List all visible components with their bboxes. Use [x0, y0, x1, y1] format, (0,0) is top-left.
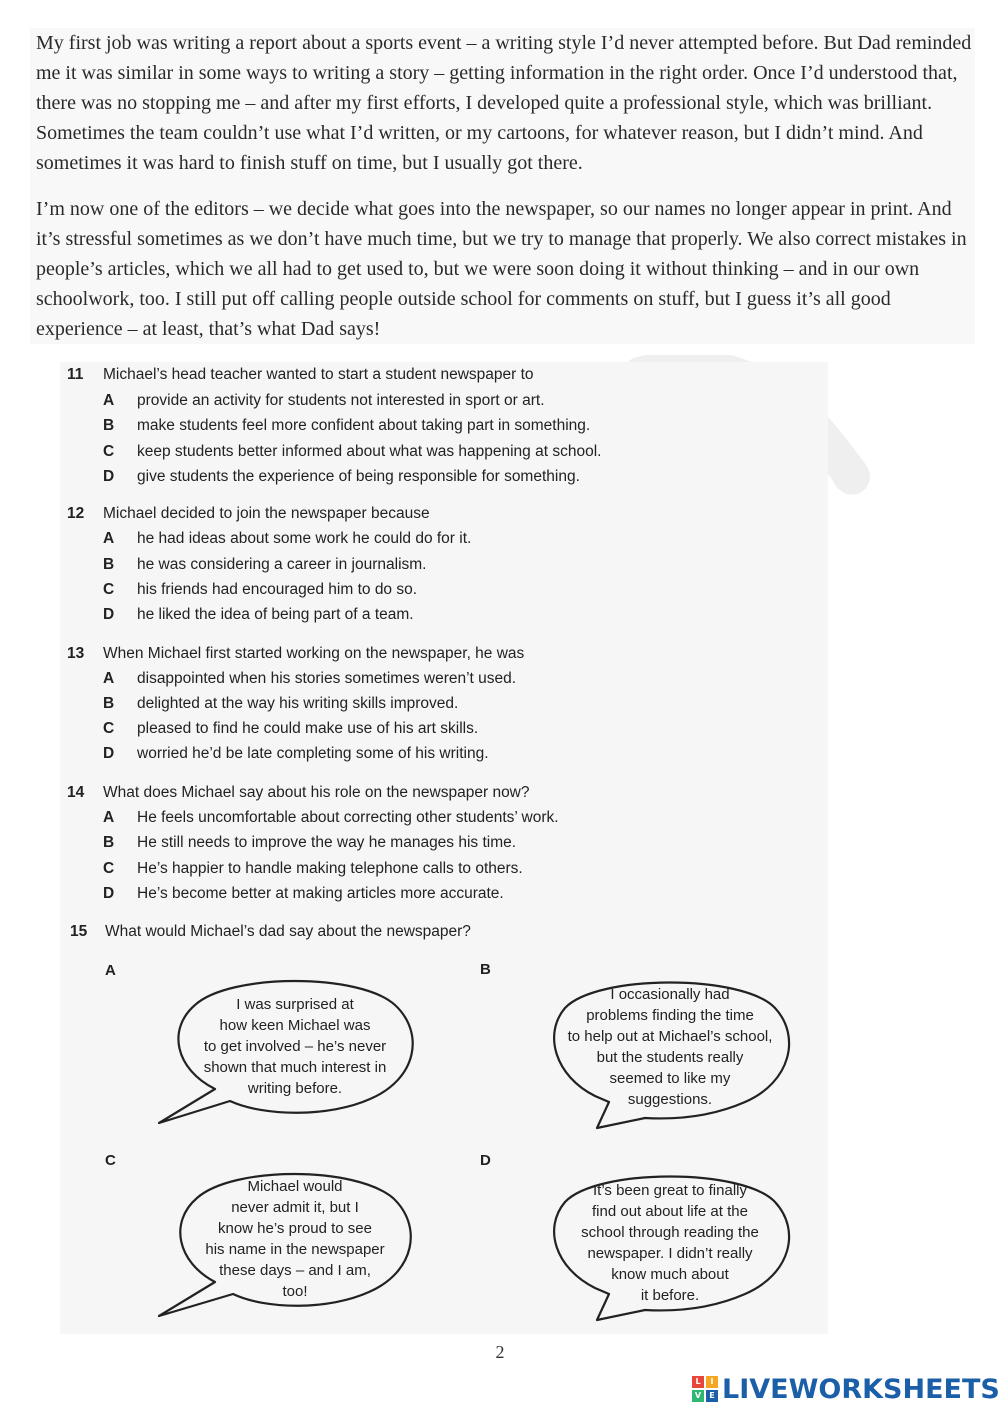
- logo-text: LIVEWORKSHEETS: [722, 1373, 1000, 1405]
- option-letter: B: [103, 417, 115, 434]
- question-text: Michael decided to join the newspaper because: [103, 505, 430, 522]
- option-letter: D: [103, 745, 115, 762]
- option-letter: A: [103, 670, 115, 687]
- option-letter: D: [103, 885, 115, 902]
- option-letter: B: [103, 695, 115, 712]
- bubble-letter-d[interactable]: D: [480, 1152, 491, 1169]
- reading-passage: [30, 28, 975, 344]
- question-text: What would Michael’s dad say about the newspaper?: [105, 923, 471, 940]
- option-text: he was considering a career in journalism.: [137, 556, 427, 573]
- option-text: He’s become better at making articles more accurate.: [137, 885, 504, 902]
- option-letter: C: [103, 720, 115, 737]
- logo-grid-icon: [692, 1376, 718, 1402]
- speech-bubble-b[interactable]: [535, 970, 805, 1130]
- option-letter: A: [103, 392, 115, 409]
- option-letter: D: [103, 606, 115, 623]
- option-text: give students the experience of being responsible for something.: [137, 468, 580, 485]
- questions-panel: [60, 362, 828, 1334]
- option-text: keep students better informed about what was happening at school.: [137, 443, 602, 460]
- bubble-letter-c[interactable]: C: [105, 1152, 116, 1169]
- logo-cell: V: [692, 1390, 704, 1402]
- option-letter: B: [103, 834, 115, 851]
- speech-bubble-d[interactable]: [535, 1162, 805, 1322]
- bubble-text: I was surprised at how keen Michael was to get involved – he’s never shown that much interest in writing before.: [203, 996, 387, 1097]
- question-text: What does Michael say about his role on the newspaper now?: [103, 784, 530, 801]
- question-number: 13: [67, 645, 85, 662]
- question-text: When Michael first started working on the newspaper, he was: [103, 645, 525, 662]
- option-text: He still needs to improve the way he manages his time.: [137, 834, 517, 851]
- option-letter: B: [103, 556, 115, 573]
- option-text: He feels uncomfortable about correcting other students’ work.: [137, 809, 559, 826]
- liveworksheets-logo[interactable]: [692, 1372, 1000, 1406]
- option-letter: D: [103, 468, 115, 485]
- option-text: he had ideas about some work he could do for it.: [137, 530, 472, 547]
- option-letter: A: [103, 809, 115, 826]
- option-text: his friends had encouraged him to do so.: [137, 581, 418, 598]
- option-text: worried he’d be late completing some of his writing.: [137, 745, 489, 762]
- passage-paragraph-1: My first job was writing a report about a sports event – a writing style I’d never attempted before. But Dad reminded me it was similar in some ways to writing a story – getting information in the right order. Once I’d understood that, there was no stopping me – and after my first efforts, I developed quite a professional style, which was brilliant. Sometimes the team couldn’t use what I’d written, or my cartoons, for whatever reason, but I didn’t mind. And sometimes it was hard to finish stuff on time, but I usually got there.: [36, 32, 972, 174]
- option-letter: C: [103, 860, 115, 877]
- question-number: 12: [67, 505, 85, 522]
- question-text: Michael’s head teacher wanted to start a student newspaper to: [103, 366, 534, 383]
- speech-bubble-c[interactable]: [155, 1162, 435, 1320]
- question-number: 15: [70, 923, 88, 940]
- bubble-letter-b[interactable]: B: [480, 961, 491, 978]
- question-number: 14: [67, 784, 85, 801]
- option-text: disappointed when his stories sometimes weren’t used.: [137, 670, 517, 687]
- option-letter: C: [103, 443, 115, 460]
- option-letter: A: [103, 530, 115, 547]
- page-number: 2: [495, 1342, 505, 1362]
- logo-cell: I: [706, 1376, 718, 1388]
- bubble-text: It’s been great to finally find out about life at the school through reading the newspaper. I didn’t really know much about it before.: [581, 1182, 759, 1304]
- logo-cell: L: [692, 1376, 704, 1388]
- option-text: make students feel more confident about taking part in something.: [137, 417, 591, 434]
- bubble-letter-a[interactable]: A: [105, 962, 116, 979]
- option-text: pleased to find he could make use of his art skills.: [137, 720, 479, 737]
- logo-cell: E: [706, 1390, 718, 1402]
- question-number: 11: [67, 366, 84, 383]
- bubble-text: Michael would never admit it, but I know he’s proud to see his name in the newspaper these days – and I am, too!: [205, 1178, 385, 1300]
- bubble-text: I occasionally had problems finding the time to help out at Michael’s school, but the students really seemed to like my suggestions.: [567, 986, 773, 1108]
- option-text: provide an activity for students not interested in sport or art.: [137, 392, 545, 409]
- option-text: He’s happier to handle making telephone calls to others.: [137, 860, 523, 877]
- option-letter: C: [103, 581, 115, 598]
- option-text: he liked the idea of being part of a team.: [137, 606, 414, 623]
- speech-bubble-a[interactable]: [155, 967, 435, 1127]
- passage-paragraph-2: I’m now one of the editors – we decide what goes into the newspaper, so our names no longer appear in print. And it’s stressful sometimes as we don’t have much time, but we try to manage that properly. We also correct mistakes in people’s articles, which we all had to get used to, but we were soon doing it without thinking – and in our own schoolwork, too. I still put off calling people outside school for comments on stuff, but I guess it’s all good experience – at least, that’s what Dad says!: [36, 198, 967, 340]
- option-text: delighted at the way his writing skills improved.: [137, 695, 459, 712]
